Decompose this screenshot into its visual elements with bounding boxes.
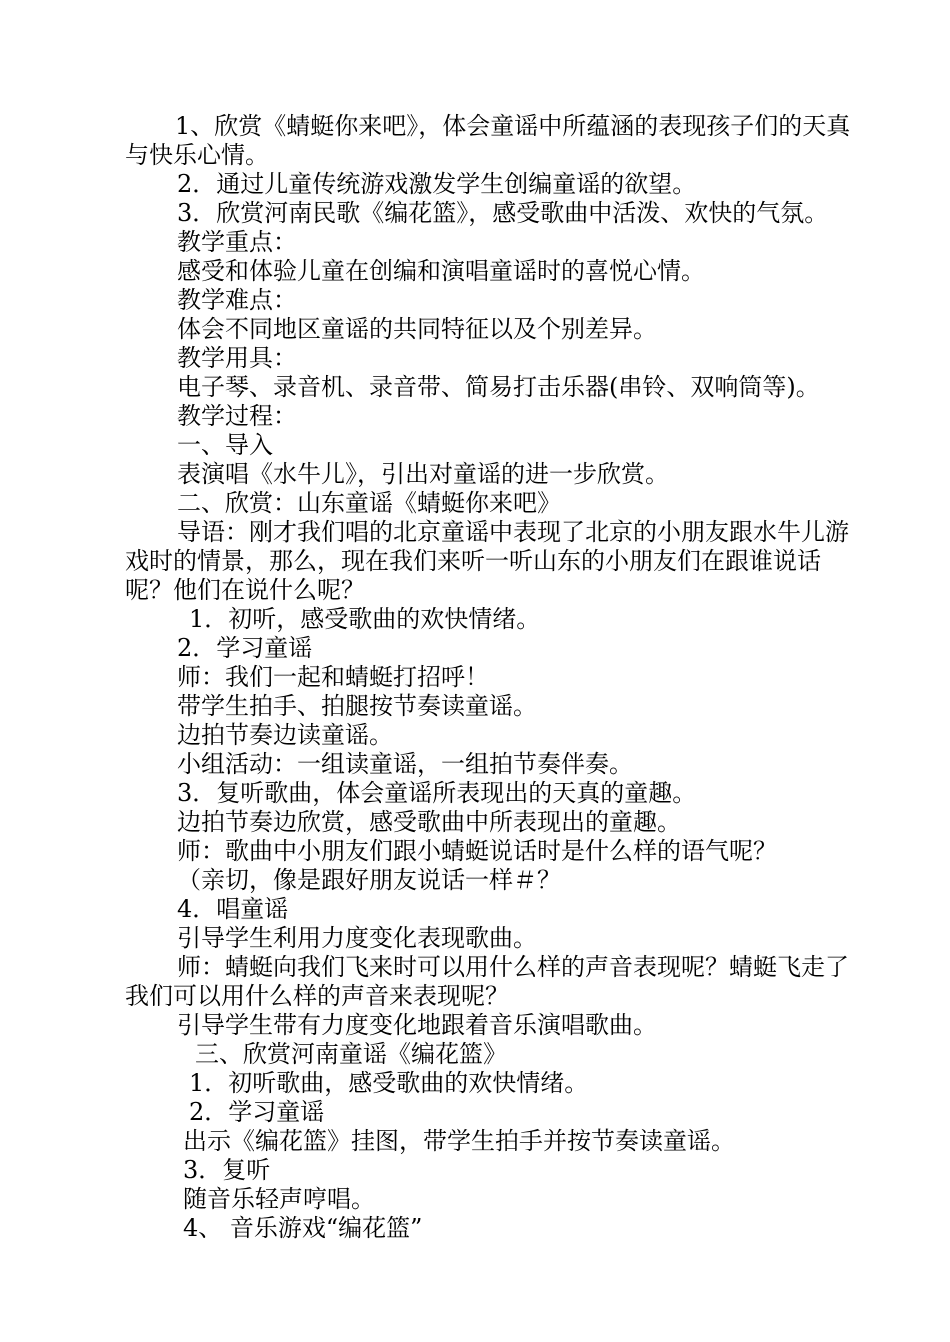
paragraph-teaching-tools: 电子琴、录音机、录音带、简易打击乐器(串铃、双响筒等)。 — [177, 373, 820, 401]
section-introduction: 一、导入 — [177, 431, 273, 459]
step-music-game: 4、 音乐游戏“编花篮” — [183, 1214, 423, 1242]
section-appreciation-shandong: 二、欣赏：山东童谣《蜻蜓你来吧》 — [177, 489, 561, 517]
paragraph-teacher-question-voice: 师：蜻蜓向我们飞来时可以用什么样的声音表现呢？蜻蜓飞走了我们可以用什么样的声音来表现呢？ — [125, 953, 849, 1010]
heading-difficulties: 教学难点： — [177, 286, 297, 314]
paragraph-objective-1: 1、欣赏《蜻蜓你来吧》，体会童谣中所蕴涵的表现孩子们的天真与快乐心情。 — [125, 112, 851, 169]
step-henan-first-listen: 1．初听歌曲，感受歌曲的欢快情绪。 — [189, 1069, 589, 1097]
paragraph-answer-tone: （亲切，像是跟好朋友说话一样＃？ — [177, 866, 561, 894]
paragraph-objective-3: 3．欣赏河南民歌《编花篮》，感受歌曲中活泼、欢快的气氛。 — [177, 199, 829, 227]
paragraph-key-points: 感受和体验儿童在创编和演唱童谣时的喜悦心情。 — [177, 257, 705, 285]
paragraph-group-activity: 小组活动：一组读童谣，一组拍节奏伴奏。 — [177, 750, 633, 778]
paragraph-clap-rhythm: 带学生拍手、拍腿按节奏读童谣。 — [177, 692, 537, 720]
paragraph-lead-in: 导语：刚才我们唱的北京童谣中表现了北京的小朋友跟水牛儿游戏时的情景，那么，现在我们来听一听山东的小朋友们在跟谁说话呢？他们在说什么呢？ — [125, 518, 849, 604]
step-henan-listen-again: 3．复听 — [183, 1156, 271, 1184]
document-body — [125, 112, 853, 1243]
paragraph-clap-and-appreciate: 边拍节奏边欣赏，感受歌曲中所表现出的童趣。 — [177, 808, 681, 836]
section-appreciation-henan: 三、欣赏河南童谣《编花篮》 — [195, 1040, 507, 1068]
step-sing-rhyme: 4．唱童谣 — [177, 895, 289, 923]
paragraph-clap-and-read: 边拍节奏边读童谣。 — [177, 721, 393, 749]
paragraph-objective-2: 2．通过儿童传统游戏激发学生创编童谣的欲望。 — [177, 170, 697, 198]
paragraph-show-wall-chart: 出示《编花篮》挂图，带学生拍手并按节奏读童谣。 — [183, 1127, 735, 1155]
heading-teaching-process: 教学过程： — [177, 402, 297, 430]
step-learn-rhyme: 2．学习童谣 — [177, 634, 313, 662]
step-first-listen: 1．初听，感受歌曲的欢快情绪。 — [189, 605, 541, 633]
paragraph-greet-dragonfly: 师：我们一起和蜻蜓打招呼！ — [177, 663, 489, 691]
step-listen-again: 3．复听歌曲，体会童谣所表现出的天真的童趣。 — [177, 779, 697, 807]
paragraph-dynamics: 引导学生利用力度变化表现歌曲。 — [177, 924, 537, 952]
paragraph-difficulties: 体会不同地区童谣的共同特征以及个别差异。 — [177, 315, 657, 343]
step-henan-learn-rhyme: 2．学习童谣 — [189, 1098, 325, 1126]
paragraph-teacher-question-tone: 师：歌曲中小朋友们跟小蜻蜓说话时是什么样的语气呢？ — [177, 837, 777, 865]
heading-key-points: 教学重点： — [177, 228, 297, 256]
heading-teaching-tools: 教学用具： — [177, 344, 297, 372]
paragraph-sing-with-dynamics: 引导学生带有力度变化地跟着音乐演唱歌曲。 — [177, 1011, 657, 1039]
paragraph-introduction: 表演唱《水牛儿》，引出对童谣的进一步欣赏。 — [177, 460, 669, 488]
paragraph-hum-along: 随音乐轻声哼唱。 — [183, 1185, 375, 1213]
